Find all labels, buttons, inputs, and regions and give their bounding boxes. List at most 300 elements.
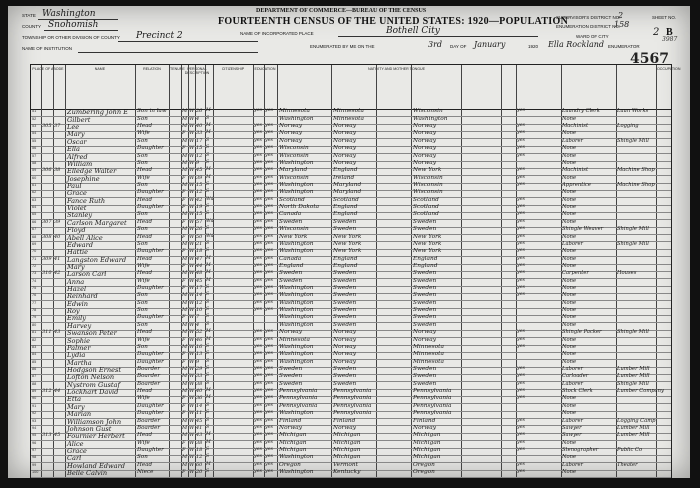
- column-header-band: [31, 65, 681, 110]
- cell-fpob: Norway: [333, 123, 357, 130]
- cell-mar: S: [206, 285, 210, 291]
- cell-line: 76: [32, 293, 37, 298]
- cell-rel: Son: [137, 226, 148, 233]
- cell-pob: Washington: [279, 159, 314, 166]
- cell-occ: None: [562, 351, 577, 358]
- cell-fpob: Norway: [333, 145, 357, 152]
- cell-occ: None: [562, 402, 577, 409]
- cell-occ: None: [562, 410, 577, 417]
- cell-ind: Logging Camp: [617, 417, 656, 424]
- cell-fpob: Michigan: [333, 439, 361, 446]
- cell-rel: Son: [137, 211, 148, 218]
- cell-mar: S: [206, 366, 210, 371]
- cell-read: yes: [254, 270, 263, 276]
- state-value: Washington: [42, 9, 96, 19]
- cell-eng: yes: [517, 432, 526, 438]
- cell-pob: Washington: [279, 182, 314, 188]
- cell-name: Carl: [67, 454, 82, 463]
- cell-read: yes: [254, 432, 263, 438]
- cell-race: W: [189, 329, 195, 336]
- cell-occ: Machinist: [562, 167, 589, 174]
- cell-occ: None: [562, 174, 577, 181]
- cell-read: yes: [254, 469, 263, 475]
- column-header: EDUCATION: [254, 67, 276, 71]
- cell-rel: Niece: [137, 469, 154, 476]
- cell-eng: yes: [517, 373, 526, 379]
- cell-pob: Norway: [279, 329, 303, 336]
- cell-eng: yes: [517, 277, 526, 283]
- cell-mpob: Sweden: [413, 285, 437, 292]
- cell-sex: M: [182, 211, 188, 218]
- cell-sex: M: [182, 226, 188, 233]
- cell-line: 71: [32, 256, 37, 261]
- cell-race: W: [189, 189, 195, 196]
- cell-line: 89: [32, 389, 37, 394]
- cell-eng: yes: [517, 145, 526, 151]
- cell-age: 45: [196, 417, 203, 424]
- cell-mpob: Norway: [413, 424, 437, 431]
- cell-write: yes: [265, 366, 274, 371]
- cell-sex: M: [182, 270, 188, 277]
- cell-occ: Sawyer: [562, 424, 582, 431]
- cell-line: 80: [32, 322, 37, 327]
- cell-age: 50: [196, 233, 203, 240]
- cell-line: 68: [32, 234, 37, 239]
- cell-occ: None: [562, 285, 577, 292]
- cell-read: yes: [254, 167, 263, 173]
- cell-rel: Head: [137, 461, 153, 468]
- cell-fpob: Norway: [333, 358, 357, 365]
- cell-name: Langston Edward: [67, 255, 127, 264]
- cell-pob: Norway: [279, 123, 303, 130]
- cell-mar: S: [206, 145, 210, 151]
- cell-sex: F: [182, 358, 186, 365]
- cell-write: yes: [265, 204, 274, 210]
- cell-mar: S: [206, 424, 210, 430]
- cell-rel: Daughter: [137, 285, 164, 292]
- cell-age: 12: [196, 189, 203, 196]
- cell-house: 310: [42, 270, 52, 277]
- cell-mar: S: [206, 211, 210, 217]
- cell-name: Oscar: [67, 137, 87, 146]
- cell-race: W: [189, 233, 195, 240]
- cell-pob: Washington: [279, 240, 314, 247]
- cell-mar: S: [206, 469, 210, 475]
- cell-race: W: [189, 402, 195, 409]
- cell-race: W: [189, 292, 195, 299]
- cell-fpob: New York: [333, 240, 362, 247]
- cell-pob: Washington: [279, 358, 314, 365]
- cell-mpob: Minnesota: [413, 358, 444, 365]
- cell-race: W: [189, 417, 195, 424]
- cell-race: W: [189, 218, 195, 225]
- cell-mar: S: [206, 358, 210, 364]
- cell-line: 53: [32, 124, 37, 129]
- cell-race: W: [189, 130, 195, 137]
- cell-mpob: Washington: [413, 115, 448, 122]
- cell-ind: Shingle Mill: [617, 226, 649, 233]
- cell-race: W: [189, 211, 195, 218]
- cell-pob: Minnesota: [279, 108, 310, 115]
- census-sheet: [8, 6, 690, 478]
- cell-mar: M: [206, 395, 211, 401]
- enumerator-label: ENUMERATOR: [608, 44, 640, 49]
- cell-line: 74: [32, 278, 37, 283]
- cell-mar: S: [206, 182, 210, 187]
- cell-name: Anna: [67, 277, 85, 286]
- cell-fpob: Sweden: [333, 285, 357, 292]
- cell-read: yes: [254, 336, 263, 342]
- cell-mpob: Scotland: [413, 204, 439, 211]
- cell-mar: S: [206, 343, 210, 349]
- cell-mar: M: [206, 167, 211, 173]
- cell-fpob: Vermont: [333, 461, 358, 468]
- cell-write: yes: [265, 189, 274, 195]
- cell-age: 40: [196, 388, 203, 395]
- cell-name: Emily: [67, 314, 87, 323]
- cell-occ: None: [562, 277, 577, 284]
- cell-sex: F: [182, 277, 186, 284]
- cell-rel: Son: [137, 137, 148, 144]
- cell-name: Harvey: [67, 321, 92, 330]
- cell-age: 40: [196, 123, 203, 130]
- cell-occ: Laundry Clerk: [562, 108, 600, 115]
- cell-write: yes: [265, 240, 274, 246]
- cell-name: Ella: [67, 145, 80, 154]
- cell-mpob: Sweden: [413, 307, 437, 314]
- cell-pob: Norway: [279, 130, 303, 137]
- column-header: PLACE OF ABODE: [32, 67, 64, 71]
- cell-mar: M: [206, 270, 211, 276]
- cell-rel: Boarder: [137, 417, 161, 424]
- cell-age: 17: [196, 137, 203, 144]
- cell-mpob: Sweden: [413, 366, 437, 372]
- cell-line: 92: [32, 411, 37, 416]
- cell-mpob: Pennsylvania: [413, 395, 452, 402]
- cell-occ: None: [562, 307, 577, 314]
- cell-age: 45: [196, 277, 203, 284]
- cell-rel: Head: [137, 432, 153, 439]
- cell-eng: yes: [517, 380, 526, 386]
- cell-mpob: Sweden: [413, 373, 437, 380]
- cell-sex: M: [182, 343, 188, 350]
- cell-race: W: [189, 277, 195, 284]
- cell-mpob: Michigan: [413, 454, 441, 461]
- cell-age: 13: [196, 351, 203, 358]
- cell-mar: S: [206, 351, 210, 357]
- cell-write: yes: [265, 358, 274, 364]
- cell-fpob: Pennsylvania: [333, 402, 372, 409]
- cell-read: yes: [254, 329, 263, 335]
- enumerated-day: 3rd: [428, 40, 443, 49]
- corner-number: 3987: [662, 36, 678, 43]
- cell-write: yes: [265, 130, 274, 136]
- cell-mar: M: [206, 329, 211, 335]
- cell-sex: M: [182, 424, 188, 431]
- cell-read: yes: [254, 285, 263, 291]
- cell-write: yes: [265, 380, 274, 386]
- cell-name: Palmer: [67, 343, 91, 352]
- cell-name: Lofton Nelson: [67, 373, 115, 382]
- cell-mpob: Finland: [413, 417, 436, 424]
- cell-occ: Laborer: [562, 380, 584, 387]
- cell-eng: yes: [517, 417, 526, 423]
- cell-mar: S: [206, 204, 210, 210]
- supervisor-label: SUPERVISOR'S DISTRICT NO.: [556, 15, 621, 20]
- cell-mar: M: [206, 277, 211, 283]
- cell-race: W: [189, 174, 195, 181]
- cell-pob: Sweden: [279, 277, 303, 284]
- cell-line: 54: [32, 131, 37, 136]
- cell-ind: Logging: [617, 123, 639, 130]
- cell-read: yes: [254, 123, 263, 129]
- cell-name: Hattie: [67, 248, 88, 257]
- enumerated-month: January: [474, 40, 506, 49]
- cell-age: 11: [196, 410, 203, 417]
- cell-fpob: England: [333, 255, 358, 262]
- cell-write: yes: [265, 395, 274, 401]
- cell-age: 33: [196, 373, 203, 380]
- cell-rel: Daughter: [137, 314, 164, 321]
- cell-occ: Stenographer: [562, 446, 599, 453]
- enum-district-value: 158: [614, 20, 630, 29]
- cell-race: W: [189, 307, 195, 314]
- cell-fpob: Kentucky: [333, 469, 361, 476]
- census-year: 1920: [528, 44, 539, 49]
- sheet-number: 2: [653, 27, 660, 38]
- cell-fam: 44: [54, 388, 61, 395]
- cell-read: yes: [254, 380, 263, 386]
- cell-ind: Theater: [617, 461, 638, 468]
- cell-read: yes: [254, 211, 263, 217]
- cell-mpob: Sweden: [413, 226, 437, 233]
- cell-house: 309: [42, 255, 52, 262]
- cell-read: yes: [254, 255, 263, 261]
- cell-age: 20: [196, 469, 203, 476]
- cell-sex: M: [182, 388, 188, 395]
- cell-eng: yes: [517, 218, 526, 224]
- township-label: TOWNSHIP OR OTHER DIVISION OF COUNTY: [22, 35, 120, 40]
- cell-race: W: [189, 255, 195, 262]
- cell-fam: 45: [54, 432, 61, 439]
- day-of-label: DAY OF: [450, 44, 467, 49]
- cell-mpob: Sweden: [413, 299, 437, 306]
- form-title: FOURTEENTH CENSUS OF THE UNITED STATES: 1920—POPULATION: [218, 16, 569, 27]
- cell-pob: Wisconsin: [279, 145, 309, 152]
- cell-rel: Son: [137, 152, 148, 159]
- cell-write: yes: [265, 248, 274, 254]
- cell-occ: None: [562, 292, 577, 299]
- cell-eng: yes: [517, 395, 526, 401]
- cell-rel: Head: [137, 270, 153, 277]
- cell-sex: M: [182, 373, 188, 380]
- cell-eng: yes: [517, 233, 526, 239]
- cell-sex: M: [182, 292, 188, 299]
- cell-line: 84: [32, 352, 37, 357]
- cell-mpob: Michigan: [413, 432, 441, 439]
- row-rule: [31, 477, 671, 478]
- cell-mpob: Oregon: [413, 469, 435, 476]
- cell-age: 18: [196, 248, 203, 255]
- cell-sex: F: [182, 410, 186, 417]
- cell-occ: Machinist: [562, 123, 589, 130]
- cell-name: Violet: [67, 204, 87, 213]
- cell-name: Roy: [67, 307, 80, 316]
- cell-age: 46: [196, 336, 203, 343]
- cell-house: 306: [42, 167, 52, 174]
- cell-read: yes: [254, 343, 263, 349]
- cell-pob: Oregon: [279, 461, 301, 468]
- cell-fpob: Norway: [333, 159, 357, 166]
- cell-rel: Boarder: [137, 424, 161, 431]
- cell-mar: Wd: [206, 218, 214, 224]
- cell-rel: Wife: [137, 277, 150, 284]
- cell-read: yes: [254, 204, 263, 210]
- cell-sex: M: [182, 454, 188, 461]
- cell-fpob: Sweden: [333, 314, 357, 321]
- cell-race: W: [189, 424, 195, 431]
- cell-mpob: Scotland: [413, 196, 439, 203]
- cell-fpob: Minnesota: [333, 108, 364, 115]
- cell-name: Fance Ruth: [67, 196, 106, 205]
- cell-line: 69: [32, 241, 37, 246]
- cell-read: yes: [254, 233, 263, 239]
- cell-mpob: Sweden: [413, 380, 437, 387]
- cell-race: W: [189, 182, 195, 188]
- incorporated-label: NAME OF INCORPORATED PLACE: [240, 31, 314, 36]
- cell-sex: F: [182, 314, 186, 321]
- cell-age: 33: [196, 130, 203, 137]
- cell-rel: Head: [137, 196, 153, 203]
- cell-race: W: [189, 204, 195, 211]
- cell-house: 312: [42, 388, 52, 395]
- cell-mpob: Sweden: [413, 218, 437, 225]
- cell-eng: yes: [517, 137, 526, 143]
- cell-age: 29: [196, 366, 203, 372]
- cell-fpob: Michigan: [333, 432, 361, 439]
- cell-mpob: Norway: [413, 123, 437, 130]
- cell-occ: Shingle Weaver: [562, 226, 604, 233]
- cell-mpob: Pennsylvania: [413, 410, 452, 417]
- cell-name: Edwin: [67, 299, 89, 308]
- cell-age: 52: [196, 329, 203, 336]
- cell-race: W: [189, 373, 195, 380]
- cell-fam: 40: [54, 233, 61, 240]
- cell-sex: M: [182, 461, 188, 468]
- cell-write: yes: [265, 343, 274, 349]
- cell-eng: yes: [517, 285, 526, 291]
- cell-sex: M: [182, 240, 188, 247]
- cell-name: Paul: [67, 182, 82, 190]
- cell-race: W: [189, 410, 195, 417]
- cell-race: W: [189, 469, 195, 476]
- cell-sex: F: [182, 395, 186, 402]
- cell-pob: Wisconsin: [279, 152, 309, 159]
- cell-mar: S: [206, 137, 210, 143]
- cell-write: yes: [265, 137, 274, 143]
- cell-name: Alice: [67, 439, 84, 448]
- county-label: COUNTY: [22, 24, 41, 29]
- cell-pob: Sweden: [279, 380, 303, 387]
- cell-house: 313: [42, 432, 52, 439]
- cell-write: yes: [265, 402, 274, 408]
- cell-read: yes: [254, 145, 263, 151]
- cell-age: 48: [196, 270, 203, 277]
- cell-sex: F: [182, 189, 186, 196]
- cell-occ: None: [562, 343, 577, 350]
- cell-race: W: [189, 226, 195, 233]
- cell-pob: Pennsylvania: [279, 395, 318, 402]
- cell-eng: yes: [517, 182, 526, 187]
- cell-rel: Wife: [137, 395, 150, 402]
- cell-name: Stanley: [67, 211, 93, 220]
- cell-occ: None: [562, 262, 577, 269]
- cell-rel: Wife: [137, 174, 150, 181]
- cell-rel: Daughter: [137, 410, 164, 417]
- cell-sex: F: [182, 174, 186, 181]
- cell-read: yes: [254, 373, 263, 379]
- cell-read: yes: [254, 439, 263, 445]
- cell-eng: yes: [517, 108, 526, 114]
- cell-name: Lee: [67, 123, 80, 132]
- cell-write: yes: [265, 277, 274, 283]
- cell-fpob: Sweden: [333, 226, 357, 233]
- cell-write: yes: [265, 152, 274, 158]
- cell-pob: Washington: [279, 299, 314, 306]
- cell-line: 58: [32, 160, 37, 165]
- sheet-letter: B: [666, 27, 673, 38]
- cell-line: 83: [32, 344, 37, 349]
- cell-pob: Washington: [279, 454, 314, 461]
- cell-occ: None: [562, 248, 577, 255]
- cell-read: yes: [254, 137, 263, 143]
- cell-ind: Lumber Company: [617, 388, 664, 395]
- cell-fpob: New York: [333, 248, 362, 255]
- cell-age: 15: [196, 145, 203, 152]
- cell-mar: S: [206, 373, 210, 379]
- cell-line: 65: [32, 212, 37, 217]
- cell-age: 9: [196, 159, 200, 166]
- cell-fpob: Norway: [333, 424, 357, 431]
- cell-race: W: [189, 248, 195, 255]
- cell-rel: Head: [137, 255, 153, 262]
- cell-read: yes: [254, 292, 263, 298]
- cell-ind: Houses: [617, 270, 637, 277]
- cell-write: yes: [265, 255, 274, 261]
- cell-line: 56: [32, 146, 37, 151]
- cell-pob: Washington: [279, 351, 314, 358]
- cell-eng: yes: [517, 255, 526, 261]
- cell-read: yes: [254, 174, 263, 180]
- cell-mpob: Norway: [413, 152, 437, 159]
- supervisor-value: 2: [618, 11, 624, 20]
- cell-age: 26: [196, 108, 203, 115]
- cell-line: 78: [32, 308, 37, 313]
- cell-line: 60: [32, 175, 37, 180]
- cell-sex: M: [182, 137, 188, 144]
- cell-mpob: Pennsylvania: [413, 388, 452, 395]
- cell-house: 305: [42, 123, 52, 130]
- cell-mar: Wd: [206, 233, 214, 239]
- cell-occ: None: [562, 454, 577, 461]
- cell-name: Johnson Gust: [67, 424, 112, 433]
- cell-fpob: Maryland: [333, 182, 362, 188]
- cell-race: W: [189, 152, 195, 159]
- cell-pob: Washington: [279, 115, 314, 122]
- cell-write: yes: [265, 439, 274, 445]
- cell-name: Carlson Margaret: [67, 218, 127, 227]
- cell-read: yes: [254, 410, 263, 416]
